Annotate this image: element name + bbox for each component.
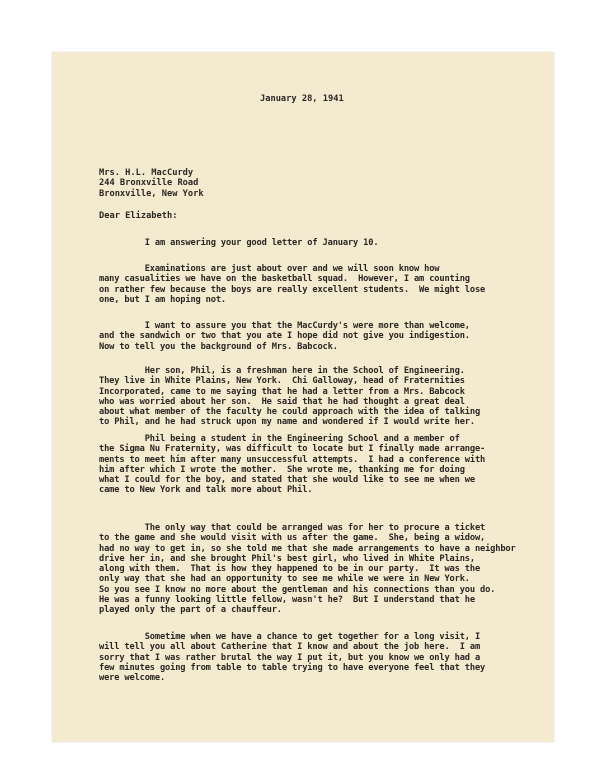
recipient-city: Bronxville, New York bbox=[99, 188, 204, 199]
letter-date: January 28, 1941 bbox=[260, 94, 344, 104]
recipient-address bbox=[99, 168, 204, 199]
letter-page bbox=[52, 52, 554, 742]
paragraph-4: Her son, Phil, is a freshman here in the School of Engineering. They live in White Plains, New York. Chi Galloway, head of Fraternities Incorporated, came to me saying that he had a letter from a Mrs. Babcock who was worried about her son. He said that he had thought a great deal about what member of the faculty he could approach with the idea of talking to Phil, and he had struck upon my name and wondered if I would write her. bbox=[99, 366, 481, 428]
paragraph-1: I am answering your good letter of January 10. bbox=[99, 238, 379, 248]
recipient-name: Mrs. H.L. MacCurdy bbox=[99, 168, 194, 178]
paragraph-7: Sometime when we have a chance to get together for a long visit, I will tell you all about Catherine that I know and about the job here. I am sorry that I was rather brutal the way I put it, but you know we only had a few minutes going from table to table trying to have everyone feel that they were welcome. bbox=[99, 632, 486, 684]
salutation: Dear Elizabeth: bbox=[99, 211, 178, 221]
paragraph-2: Examinations are just about over and we will soon know how many casualities we have on the basketball squad. However, I am counting on rather few because the boys are really excellent students. We might lose one, but I am hoping not. bbox=[99, 264, 486, 305]
paragraph-5: Phil being a student in the Engineering School and a member of the Sigma Nu Fraternity, was difficult to locate but I finally made arrange- ments to meet him after many unsuccessful attempts. I had a conference with him after which I wrote the mother. She wrote me, thanking me for doing what I could for the boy, and stated that she would like to see me when we came to New York and talk more about Phil. bbox=[99, 434, 486, 496]
paragraph-3: I want to assure you that the MacCurdy's were more than welcome, and the sandwich or two that you ate I hope did not give you indigestion. Now to tell you the background of Mrs. Babcock. bbox=[99, 321, 470, 352]
recipient-street: 244 Bronxville Road bbox=[99, 178, 199, 189]
paragraph-6: The only way that could be arranged was for her to procure a ticket to the game and she would visit with us after the game. She, being a widow, had no way to get in, so she told me that she made arrangements to have a neighbor drive her in, and she brought Phil's best girl, who lived in White Plains, along with them. That is how they happened to be in our party. It was the only way that she had an opportunity to see me while we were in New York. So you see I know no more about the gentleman and his connections than you do. He was a funny looking little fellow, wasn't he? But I understand that he played only the part of a chauffeur. bbox=[99, 523, 516, 616]
